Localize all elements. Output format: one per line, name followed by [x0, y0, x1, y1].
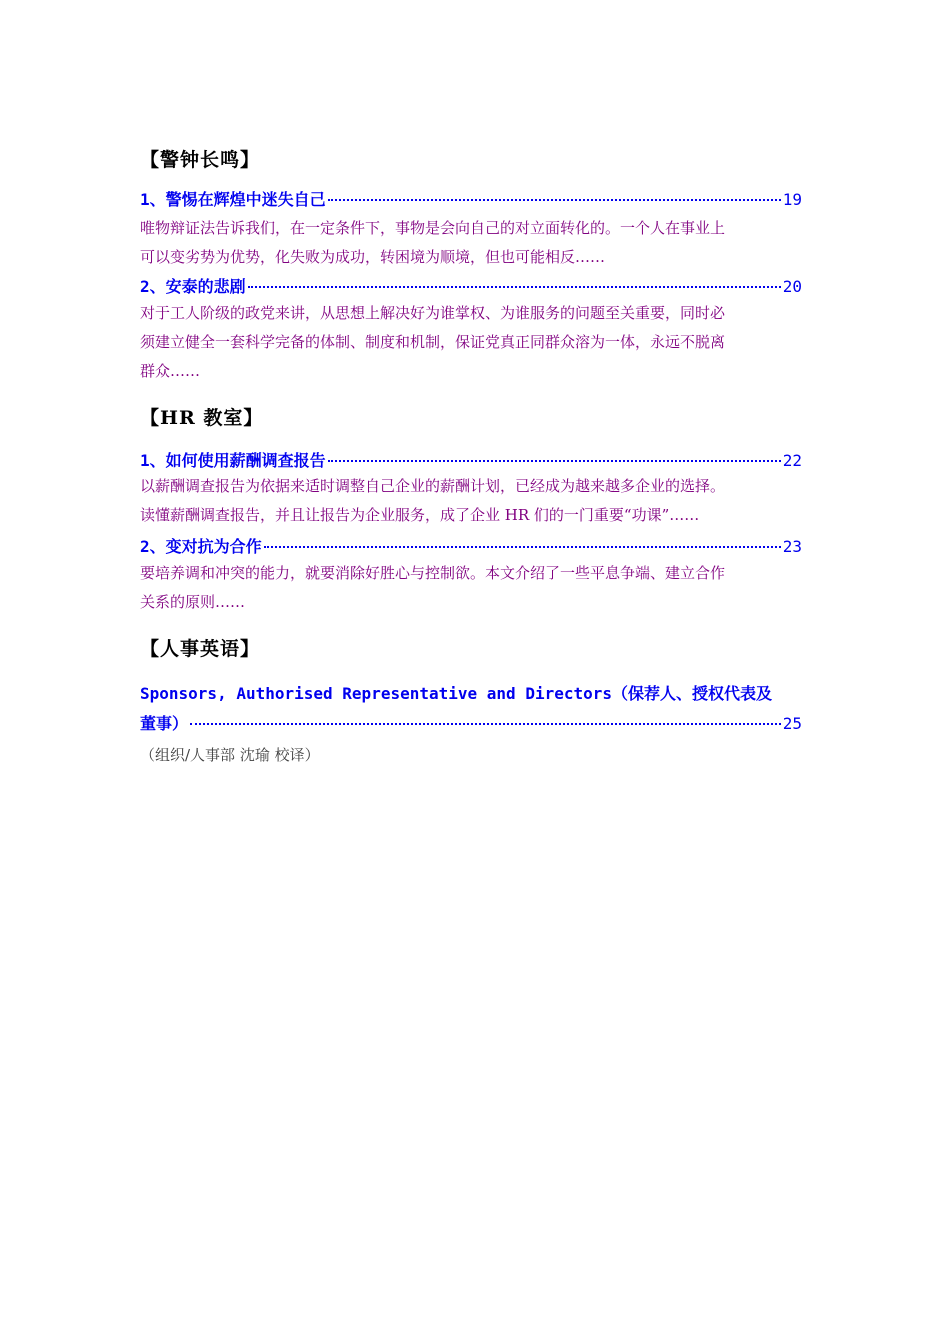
- entry-summary: [140, 299, 802, 386]
- dot-leader: [264, 546, 781, 548]
- toc-entry-title-line1[interactable]: Sponsors, Authorised Representative and Directors（保荐人、授权代表及: [140, 684, 773, 703]
- toc-entry-title: 2、变对抗为合作: [140, 537, 262, 556]
- dot-leader: [328, 460, 781, 462]
- toc-page-number: 23: [782, 537, 802, 556]
- dot-leader: [328, 199, 781, 201]
- summary-line: 唯物辩证法告诉我们，在一定条件下，事物是会向自己的对立面转化的。一个人在事业上: [140, 219, 726, 237]
- entry-summary: [140, 214, 802, 272]
- toc-page-number: 20: [782, 277, 802, 296]
- summary-line: 读懂薪酬调查报告，并且让报告为企业服务，成了企业 HR 们的一门重要“功课”……: [140, 506, 700, 524]
- toc-entry-link[interactable]: [140, 187, 802, 210]
- toc-entry-title: 1、如何使用薪酬调查报告: [140, 451, 326, 470]
- toc-entry-title: 2、安泰的悲剧: [140, 277, 246, 296]
- entry-summary: [140, 559, 802, 617]
- toc-entry-link[interactable]: [140, 711, 802, 734]
- toc-entry-link[interactable]: [140, 534, 802, 557]
- summary-line: 以薪酬调查报告为依据来适时调整自己企业的薪酬计划，已经成为越来越多企业的选择。: [140, 477, 726, 495]
- summary-line: 须建立健全一套科学完备的体制、制度和机制，保证党真正同群众溶为一体，永远不脱离: [140, 333, 726, 351]
- toc-entry-title-line2: 董事）: [140, 714, 189, 733]
- entry-summary: [140, 472, 802, 530]
- toc-page-number: 25: [782, 714, 802, 733]
- summary-line: 群众……: [140, 362, 201, 380]
- section-title-alarm: 【警钟长鸣】: [140, 149, 261, 171]
- dot-leader: [190, 723, 781, 725]
- toc-entry-link[interactable]: [140, 448, 802, 471]
- toc-page-number: 22: [782, 451, 802, 470]
- summary-line: 对于工人阶级的政党来讲，从思想上解决好为谁掌权、为谁服务的问题至关重要，同时必: [140, 304, 726, 322]
- summary-line: 可以变劣势为优势，化失败为成功，转困境为顺境，但也可能相反……: [140, 248, 606, 266]
- translator-credit: （组织/人事部 沈瑜 校译）: [140, 746, 320, 764]
- section-title-hr-classroom: 【HR 教室】: [140, 407, 264, 429]
- section-title-hr-english: 【人事英语】: [140, 638, 261, 660]
- summary-line: 要培养调和冲突的能力，就要消除好胜心与控制欲。本文介绍了一些平息争端、建立合作: [140, 564, 726, 582]
- toc-entry-link[interactable]: [140, 274, 802, 297]
- toc-page-number: 19: [782, 190, 802, 209]
- summary-line: 关系的原则……: [140, 593, 246, 611]
- toc-entry-title: 1、警惕在辉煌中迷失自己: [140, 190, 326, 209]
- dot-leader: [248, 286, 781, 288]
